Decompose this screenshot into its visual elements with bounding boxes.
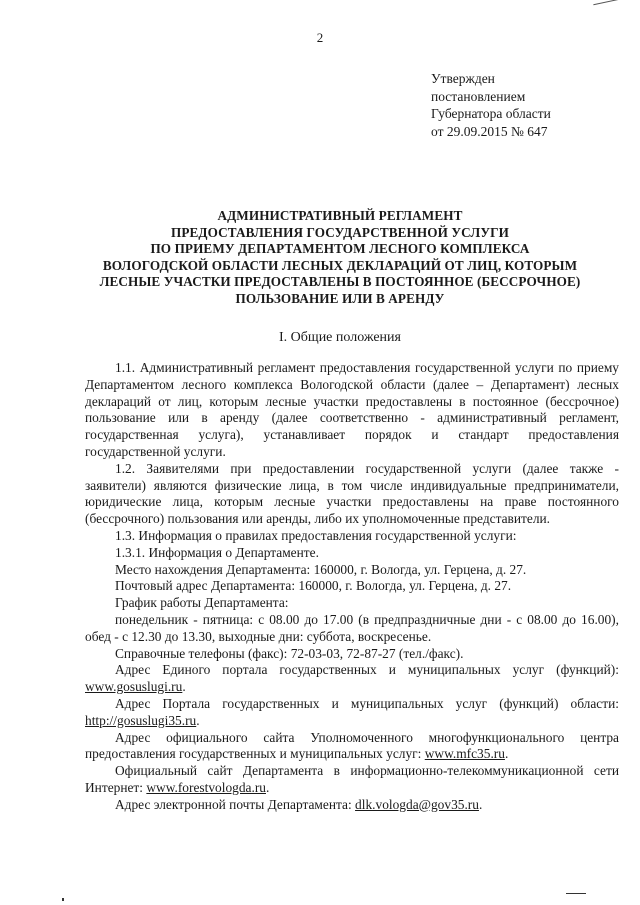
scan-corner-mark: [593, 0, 634, 15]
mfc-text: Адрес официального сайта Уполномоченного многофункционального центра предоставления государственных и муниципальных услуг:: [85, 729, 619, 762]
regional-portal-text: Адрес Портала государственных и муниципальных услуг (функций) области:: [115, 695, 619, 711]
document-title: [60, 208, 620, 308]
mfc-paragraph: Адрес официального сайта Уполномоченного многофункционального центра предоставления государственных и муниципальных услуг: www.mfc35.ru.: [85, 729, 619, 762]
approval-line: Утвержден: [431, 71, 495, 86]
paragraph-1-3: 1.3. Информация о правилах предоставления государственной услуги:: [115, 527, 517, 543]
schedule-text: понедельник - пятница: с 08.00 до 17.00 (в предпраздничные дни - с 08.00 до 16.00), обед - с 12.30 до 13.30, выходные дни: суббота, воскресенье.: [85, 611, 619, 644]
postal-address-line: Почтовый адрес Департамента: 160000, г. Вологда, ул. Герцена, д. 27.: [115, 578, 512, 594]
approval-line: от 29.09.2015 № 647: [431, 123, 548, 139]
mfc-link[interactable]: www.mfc35.ru: [424, 746, 505, 762]
email-text: Адрес электронной почты Департамента:: [115, 796, 356, 812]
page-number: 2: [316, 30, 324, 45]
title-line: АДМИНИСТРАТИВНЫЙ РЕГЛАМЕНТ: [217, 208, 463, 223]
email-paragraph: Адрес электронной почты Департамента: dlk.vologda@gov35.ru.: [115, 796, 483, 812]
section-heading: I. Общие положения: [279, 330, 401, 345]
paragraph-1-2: 1.2. Заявителями при предоставлении государственной услуги (далее также - заявители) являются физические лица, в том числе индивидуальные предприниматели, юридические лица, которым лесные участки предоставлены на праве постоянного (бессрочного) пользования или аренды, либо их уполномоченные представители.: [85, 460, 619, 527]
regional-portal-paragraph: Адрес Портала государственных и муниципальных услуг (функций) области: http://gosuslugi35.ru.: [85, 695, 619, 728]
approval-stamp: [431, 70, 551, 140]
document-body: [85, 360, 619, 814]
regional-portal-link[interactable]: http://gosuslugi35.ru: [85, 712, 197, 728]
unified-portal-link[interactable]: www.gosuslugi.ru: [85, 679, 183, 695]
scan-speck: [566, 893, 586, 894]
dept-site-link[interactable]: www.forestvologda.ru: [146, 779, 266, 795]
email-link[interactable]: dlk.vologda@gov35.ru: [355, 796, 479, 812]
schedule-label: График работы Департамента:: [115, 595, 289, 611]
title-line: ПО ПРИЕМУ ДЕПАРТАМЕНТОМ ЛЕСНОГО КОМПЛЕКСА: [150, 241, 530, 257]
scan-speck: [62, 898, 64, 901]
title-line: ЛЕСНЫЕ УЧАСТКИ ПРЕДОСТАВЛЕНЫ В ПОСТОЯННОЕ (БЕССРОЧНОЕ): [99, 274, 581, 290]
paragraph-1-3-1: 1.3.1. Информация о Департаменте.: [115, 544, 319, 560]
title-line: ПОЛЬЗОВАНИЕ ИЛИ В АРЕНДУ: [235, 290, 445, 306]
unified-portal-text: Адрес Единого портала государственных и муниципальных услуг (функций):: [115, 662, 619, 678]
title-line: ПРЕДОСТАВЛЕНИЯ ГОСУДАРСТВЕННОЙ УСЛУГИ: [171, 224, 509, 240]
dept-site-text: Официальный сайт Департамента в информационно-телекоммуникационной сети Интернет:: [85, 763, 619, 795]
dept-site-paragraph: Официальный сайт Департамента в информационно-телекоммуникационной сети Интернет: www.forestvologda.ru.: [85, 763, 619, 795]
unified-portal-paragraph: Адрес Единого портала государственных и муниципальных услуг (функций): www.gosuslugi.ru.: [85, 662, 619, 695]
paragraph-1-1: 1.1. Административный регламент предоставления государственной услуги по приему Департаментом лесного комплекса Вологодской области (далее – Департамент) лесных деклараций от лиц, которым лесные участки предоставлены в постоянное (бессрочное) пользование или в аренду (далее соответственно - административный регламент, государственная услуга), устанавливает порядок и стандарт предоставления государственной услуги.: [85, 360, 619, 459]
approval-line: постановлением: [431, 88, 526, 104]
title-line: ВОЛОГОДСКОЙ ОБЛАСТИ ЛЕСНЫХ ДЕКЛАРАЦИЙ ОТ ЛИЦ, КОТОРЫМ: [102, 257, 578, 273]
location-line: Место нахождения Департамента: 160000, г. Вологда, ул. Герцена, д. 27.: [115, 561, 527, 577]
approval-line: Губернатора области: [431, 106, 551, 121]
phones-line: Справочные телефоны (факс): 72-03-03, 72-87-27 (тел./факс).: [115, 645, 464, 661]
